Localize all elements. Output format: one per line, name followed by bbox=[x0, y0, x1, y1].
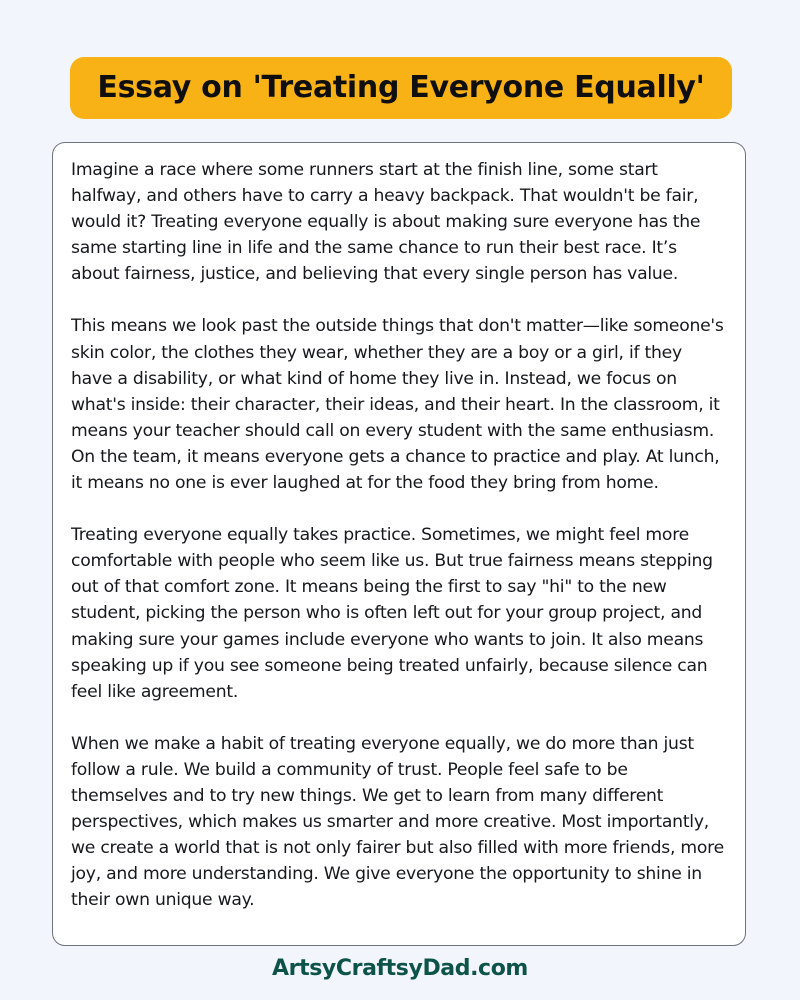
essay-paragraph-3: Treating everyone equally takes practice. Sometimes, we might feel more comfortable with people who seem like us. But true fairness means stepping out of that comfort zone. It means being the first to say "hi" to the new student, picking the person who is often left out for your group project, and making sure your games include everyone who wants to join. It also means speaking up if you see someone being treated unfairly, because silence can feel like agreement. bbox=[71, 525, 713, 702]
essay-paragraph-1: Imagine a race where some runners start at the finish line, some start halfway, and others have to carry a heavy backpack. That wouldn't be fair, would it? Treating everyone equally is about making sure everyone has the same starting line in life and the same chance to run their best race. It’s about fairness, justice, and believing that every single person has value. bbox=[71, 160, 701, 285]
essay-paragraph-2: This means we look past the outside things that don't matter—like someone's skin color, the clothes they wear, whether they are a boy or a girl, if they have a disability, or what kind of home they live in. Instead, we focus on what's inside: their character, their ideas, and their heart. In the classroom, it means your teacher should call on every student with the same enthusiasm. On the team, it means everyone gets a chance to practice and play. At lunch, it means no one is ever laughed at for the food they bring from home. bbox=[71, 316, 724, 494]
essay-card bbox=[52, 142, 746, 946]
site-footer bbox=[0, 958, 800, 980]
page-title: Essay on 'Treating Everyone Equally' bbox=[97, 70, 705, 105]
essay-paragraph-4: When we make a habit of treating everyone equally, we do more than just follow a rule. We build a community of trust. People feel safe to be themselves and to try new things. We get to learn from many different perspectives, which makes us smarter and more creative. Most importantly, we create a world that is not only fairer but also filled with more friends, more joy, and more understanding. We give everyone the opportunity to shine in their own unique way. bbox=[71, 733, 724, 911]
essay-body bbox=[71, 157, 727, 913]
site-branding-text: ArtsyCraftsyDad.com bbox=[272, 956, 528, 981]
title-banner bbox=[70, 57, 732, 119]
